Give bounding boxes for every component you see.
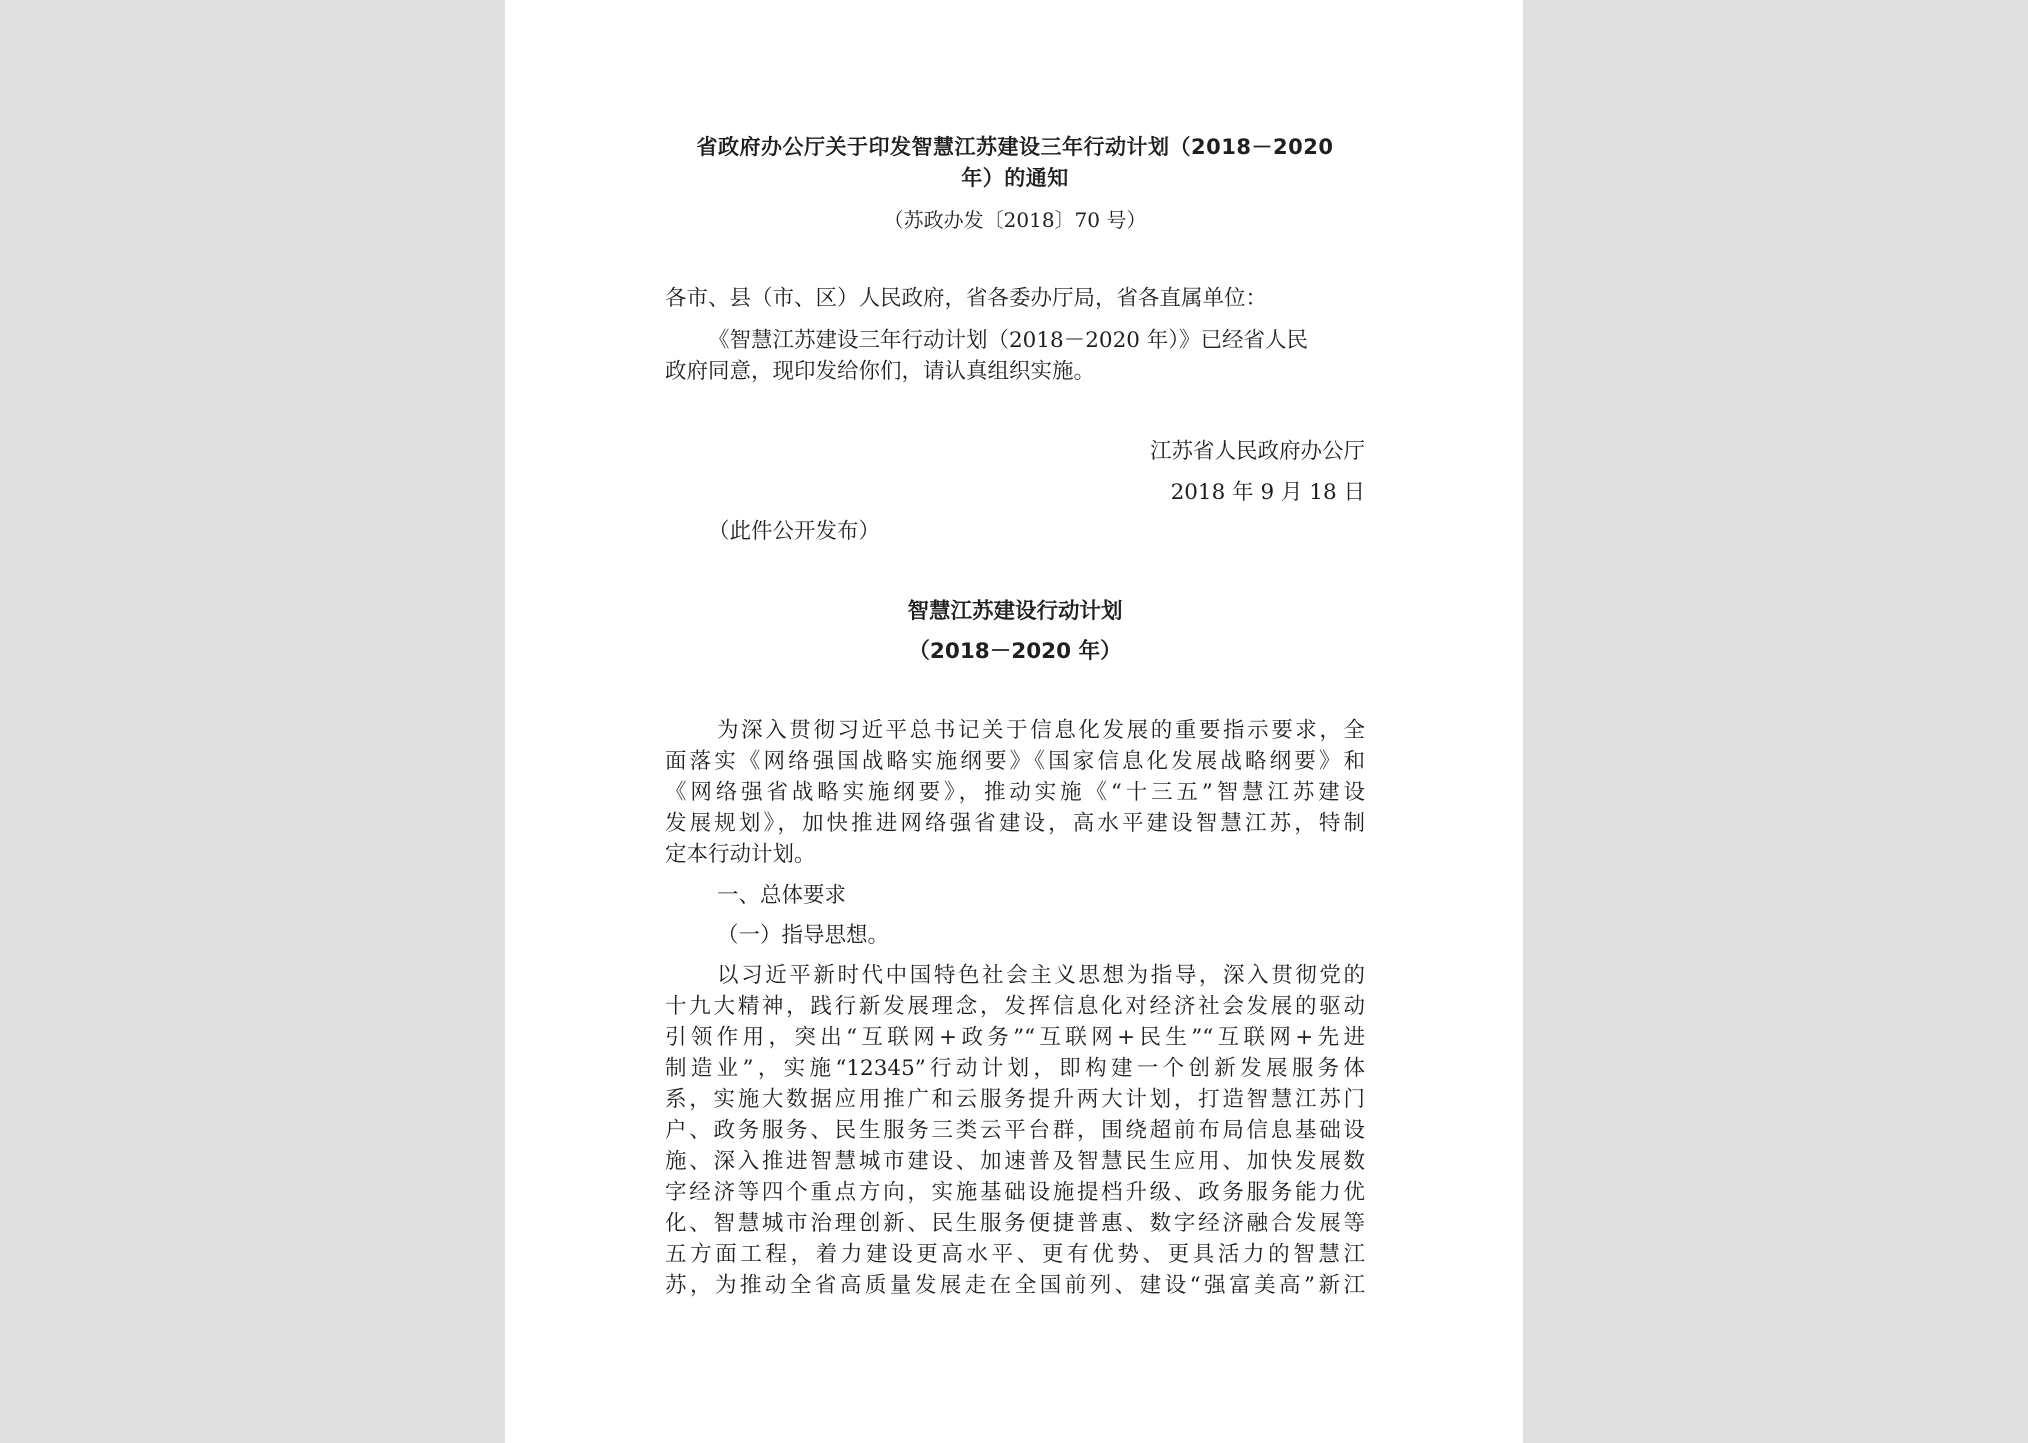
plan-title: 智慧江苏建设行动计划 <box>907 599 1123 624</box>
intro-line: 定本行动计划。 <box>665 842 816 867</box>
plan-subtitle: （2018－2020 年） <box>908 639 1122 664</box>
guiding-line: 五方面工程，着力建设更高水平、更有优势、更具活力的智慧江 <box>665 1242 1365 1267</box>
guiding-line: 字经济等四个重点方向，实施基础设施提档升级、政务服务能力优 <box>665 1180 1365 1205</box>
notice-title-line-1: 省政府办公厅关于印发智慧江苏建设三年行动计划（2018－2020 <box>696 135 1334 159</box>
guiding-line: 十九大精神，践行新发展理念，发挥信息化对经济社会发展的驱动 <box>665 994 1365 1019</box>
guiding-line: 苏，为推动全省高质量发展走在全国前列、建设“强富美高”新江 <box>665 1273 1365 1298</box>
issuer: 江苏省人民政府办公厅 <box>1149 439 1365 464</box>
guiding-line: 施、深入推进智慧城市建设、加速普及智慧民生应用、加快发展数 <box>665 1149 1365 1174</box>
intro-line: 《网络强省战略实施纲要》，推动实施《“十三五”智慧江苏建设 <box>665 780 1365 805</box>
notice-title-line-2: 年）的通知 <box>961 166 1069 190</box>
guiding-line: 化、智慧城市治理创新、民生服务便捷普惠、数字经济融合发展等 <box>665 1211 1365 1236</box>
notice-title <box>665 132 1365 194</box>
guiding-line: 制造业”，实施“12345”行动计划，即构建一个创新发展服务体 <box>665 1056 1365 1081</box>
document-page <box>505 0 1523 1443</box>
intro-line: 为深入贯彻习近平总书记关于信息化发展的重要指示要求，全 <box>717 718 1365 743</box>
salutation: 各市、县（市、区）人民政府，省各委办厅局，省各直属单位： <box>665 286 1268 311</box>
guiding-line: 户、政务服务、民生服务三类云平台群，围绕超前布局信息基础设 <box>665 1118 1365 1143</box>
issue-date: 2018 年 9 月 18 日 <box>1170 480 1365 505</box>
notice-body-line-2: 政府同意，现印发给你们，请认真组织实施。 <box>665 359 1096 384</box>
intro-line: 面落实《网络强国战略实施纲要》《国家信息化发展战略纲要》和 <box>665 749 1365 774</box>
document-number: （苏政办发〔2018〕70 号） <box>883 208 1147 232</box>
publish-note: （此件公开发布） <box>708 519 881 544</box>
guiding-line: 引领作用，突出“互联网+政务”“互联网+民生”“互联网+先进 <box>665 1025 1365 1050</box>
guiding-line: 以习近平新时代中国特色社会主义思想为指导，深入贯彻党的 <box>717 963 1365 988</box>
guiding-line: 系，实施大数据应用推广和云服务提升两大计划，打造智慧江苏门 <box>665 1087 1365 1112</box>
notice-body-line-1: 《智慧江苏建设三年行动计划（2018－2020 年）》已经省人民 <box>708 328 1309 353</box>
section-heading: 一、总体要求 <box>717 883 847 908</box>
intro-line: 发展规划》，加快推进网络强省建设，高水平建设智慧江苏，特制 <box>665 811 1365 836</box>
subsection-heading: （一）指导思想。 <box>717 923 890 948</box>
